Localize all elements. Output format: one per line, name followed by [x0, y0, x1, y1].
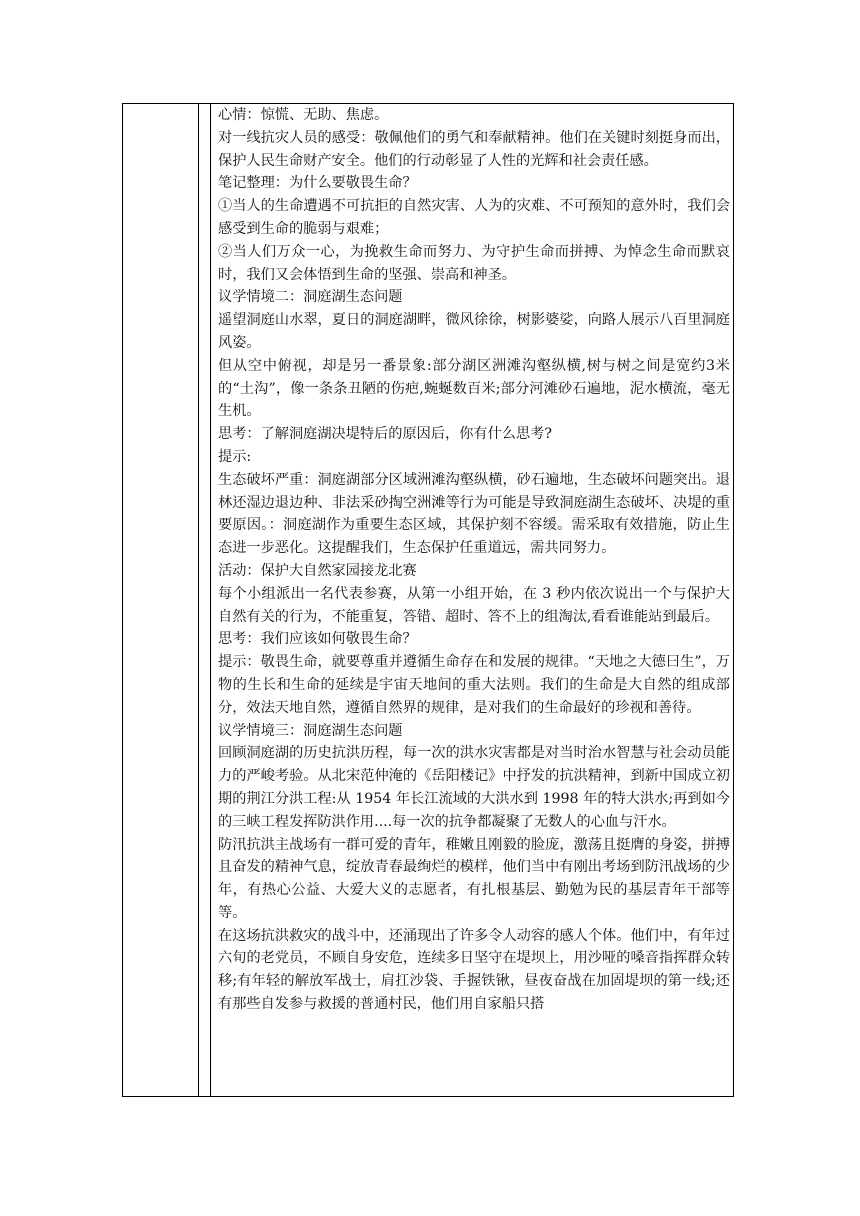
paragraph: 对一线抗灾人员的感受：敬佩他们的勇气和奉献精神。他们在关键时刻挺身而出，保护人民生命财产安全。他们的行动彰显了人性的光辉和社会责任感。	[218, 129, 730, 169]
paragraph: ②当人们万众一心，为挽救生命而努力、为守护生命而拼搏、为悼念生命而默哀时，我们又会体悟到生命的坚强、崇高和神圣。	[218, 243, 730, 283]
paragraph: 但从空中俯视，却是另一番景象:部分湖区洲滩沟壑纵横,树与树之间是宽约3米的“土沟”，像一条条丑陋的伤疤,蜿蜒数百米;部分河滩砂石遍地，泥水横流，毫无生机。	[218, 357, 730, 420]
question: 思考：我们应该如何敬畏生命？	[218, 631, 417, 648]
column-divider	[210, 104, 211, 1096]
paragraph: 心情：惊慌、无助、焦虑。	[218, 107, 389, 123]
section-heading: 议学情境三：洞庭湖生态问题	[218, 722, 403, 739]
paragraph: 回顾洞庭湖的历史抗洪历程，每一次的洪水灾害都是对当时治水智慧与社会动员能力的严峻考验。从北宋范仲淹的《岳阳楼记》中抒发的抗洪精神，到新中国成立初期的荆江分洪工程:从 1954 年长江流域的大洪水到 1998 年的特大洪水;再到如今的三峡工程发挥防洪作用....每一次的抗争都凝聚了无数人的心血与汗水。	[218, 745, 730, 830]
section-heading: 笔记整理：为什么要敬畏生命？	[218, 175, 417, 192]
paragraph: 在这场抗洪救灾的战斗中，还涌现出了许多令人动容的感人个体。他们中，有年过六旬的老党员，不顾自身安危，连续多日坚守在堤坝上，用沙哑的嗓音指挥群众转移;有年轻的解放军战士，肩扛沙袋、手握铁锹，昼夜奋战在加固堤坝的第一线;还有那些自发参与救援的普通村民，他们用自家船只搭	[218, 927, 730, 1013]
paragraph: ①当人的生命遭遇不可抗拒的自然灾害、人为的灾难、不可预知的意外时，我们会感受到生命的脆弱与艰难；	[218, 198, 730, 237]
paragraph: 防汛抗洪主战场有一群可爱的青年，稚嫩且刚毅的脸庞，激荡且挺膺的身姿，拼搏且奋发的精神气息，绽放青春最绚烂的模样，他们当中有刚出考场到防汛战场的少年，有热心公益、大爱大义的志愿者，有扎根基层、勤勉为民的基层青年干部等等。	[218, 836, 730, 921]
column-divider	[198, 104, 199, 1096]
question: 思考：了解洞庭湖决堤特后的原因后，你有什么思考?	[218, 426, 552, 443]
paragraph: 生态破坏严重：洞庭湖部分区域洲滩沟壑纵横，砂石遍地，生态破坏问题突出。退林还湿边退边种、非法采砂掏空洲滩等行为可能是导致洞庭湖生态破坏、决堤的重要原因。：洞庭湖作为重要生态区域，其保护刻不容缓。需采取有效措施，防止生态进一步恶化。这提醒我们，生态保护任重道远，需共同努力。	[218, 471, 730, 557]
lesson-table	[122, 103, 734, 1097]
paragraph: 每个小组派出一名代表参赛，从第一小组开始，在 3 秒内依次说出一个与保护大自然有关的行为，不能重复，答错、超时、答不上的组淘汰,看看谁能站到最后。	[218, 585, 730, 625]
lesson-content	[218, 104, 730, 1016]
paragraph: 提示：敬畏生命，就要尊重并遵循生命存在和发展的规律。“天地之大德曰生”，万物的生长和生命的延续是宇宙天地间的重大法则。我们的生命是大自然的组成部分，效法天地自然，遵循自然界的规律，是对我们的生命最好的珍视和善待。	[218, 654, 730, 716]
paragraph: 遥望洞庭山水翠，夏日的洞庭湖畔，微风徐徐，树影婆娑，向路人展示八百里洞庭风姿。	[218, 312, 730, 351]
section-heading: 议学情境二：洞庭湖生态问题	[218, 289, 403, 306]
hint-label: 提示:	[218, 448, 252, 465]
section-heading: 活动：保护大自然家园接龙北赛	[218, 562, 417, 579]
